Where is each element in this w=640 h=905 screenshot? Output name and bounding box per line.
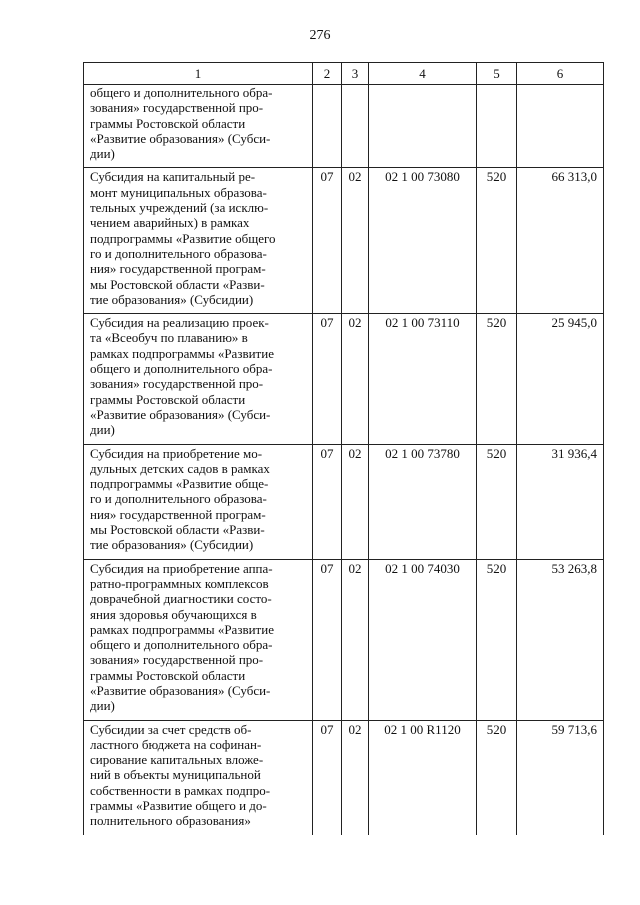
row-amount-cell: 25 945,0: [517, 314, 604, 444]
row-section-cell: 07: [313, 720, 342, 835]
table-body: [84, 85, 604, 835]
row-name-cell: Субсидия на капитальный ре- монт муниципальных образова- тельных учреждений (за исклю- чением аварийных) в рамках подпрограммы «Развитие общего го и дополнительного образова- ния» государственной програм- мы Ростовской области «Разви- тие образования» (Субсидии): [84, 168, 313, 314]
row-name-cell: Субсидия на приобретение мо- дульных детских садов в рамках подпрограммы «Развитие обще- го и дополнительного образова- ния» государственной програм- мы Ростовской области «Разви- тие образования» (Субсидии): [84, 444, 313, 559]
row-subsection-cell: 02: [342, 444, 369, 559]
row-name-cell: Субсидии за счет средств об- ластного бюджета на софинан- сирование капитальных вложе- ний в объекты муниципальной собственности в рамках подпро- граммы «Развитие общего и до- полнительного образования»: [84, 720, 313, 835]
row-target-cell: 02 1 00 73080: [369, 168, 477, 314]
row-type-cell: 520: [477, 559, 517, 720]
row-amount-cell: 31 936,4: [517, 444, 604, 559]
row-type-cell: [477, 85, 517, 168]
row-amount-cell: 53 263,8: [517, 559, 604, 720]
table-row: [84, 444, 604, 559]
row-subsection-cell: 02: [342, 720, 369, 835]
row-section-cell: [313, 85, 342, 168]
row-type-cell: 520: [477, 444, 517, 559]
table-row: [84, 85, 604, 168]
row-target-cell: 02 1 00 73110: [369, 314, 477, 444]
row-section-cell: 07: [313, 168, 342, 314]
table-row: [84, 314, 604, 444]
table-row: [84, 168, 604, 314]
header-col-5: 5: [477, 63, 517, 85]
table-row: [84, 720, 604, 835]
row-target-cell: [369, 85, 477, 168]
row-amount-cell: 59 713,6: [517, 720, 604, 835]
row-target-cell: 02 1 00 73780: [369, 444, 477, 559]
header-col-4: 4: [369, 63, 477, 85]
row-type-cell: 520: [477, 314, 517, 444]
row-name-cell: общего и дополнительного обра- зования» государственной про- граммы Ростовской области «Развитие образования» (Субси- дии): [84, 85, 313, 168]
row-name-cell: Субсидия на реализацию проек- та «Всеобуч по плаванию» в рамках подпрограммы «Развитие общего и дополнительного обра- зования» государственной про- граммы Ростовской области «Развитие образования» (Субси- дии): [84, 314, 313, 444]
row-section-cell: 07: [313, 444, 342, 559]
row-section-cell: 07: [313, 314, 342, 444]
row-target-cell: 02 1 00 R1120: [369, 720, 477, 835]
page-number: 276: [309, 28, 331, 43]
row-amount-cell: [517, 85, 604, 168]
row-section-cell: 07: [313, 559, 342, 720]
row-subsection-cell: 02: [342, 168, 369, 314]
row-type-cell: 520: [477, 720, 517, 835]
row-subsection-cell: 02: [342, 559, 369, 720]
table-header-row: [84, 63, 604, 85]
row-target-cell: 02 1 00 74030: [369, 559, 477, 720]
header-col-1: 1: [84, 63, 313, 85]
row-subsection-cell: 02: [342, 314, 369, 444]
header-col-2: 2: [313, 63, 342, 85]
row-type-cell: 520: [477, 168, 517, 314]
budget-table: [83, 62, 604, 835]
row-subsection-cell: [342, 85, 369, 168]
header-col-6: 6: [517, 63, 604, 85]
row-name-cell: Субсидия на приобретение аппа- ратно-программных комплексов доврачебной диагностики состо- яния здоровья обучающихся в рамках подпрограммы «Развитие общего и дополнительного обра- зования» государственной про- граммы Ростовской области «Развитие образования» (Субси- дии): [84, 559, 313, 720]
row-amount-cell: 66 313,0: [517, 168, 604, 314]
header-col-3: 3: [342, 63, 369, 85]
table-row: [84, 559, 604, 720]
